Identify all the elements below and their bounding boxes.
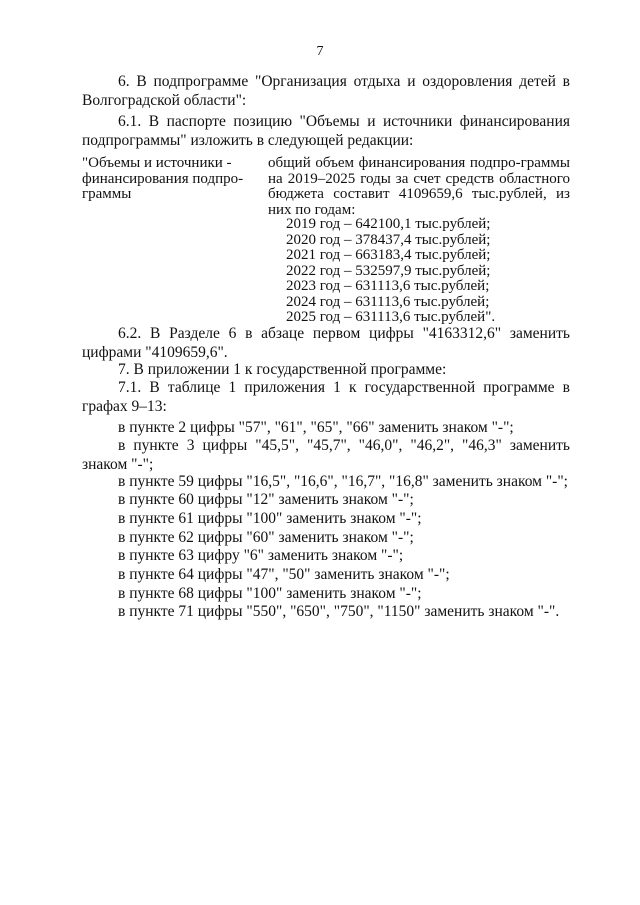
amendment-line: в пункте 62 цифры "60" заменить знаком "-"; — [118, 529, 414, 546]
funding-year-2023: 2023 год – 631113,6 тыс.рублей; — [286, 278, 490, 294]
item-6-1: 6.1. В паспорте позицию "Объемы и источники финансирования подпрограммы" изложить в следующей редакции: — [82, 113, 570, 149]
funding-year-2022: 2022 год – 532597,9 тыс.рублей; — [286, 262, 491, 279]
amendment-line: в пункте 59 цифры "16,5", "16,6", "16,7", "16,8" заменить знаком "-"; — [118, 473, 568, 490]
page-number: 7 — [316, 44, 324, 59]
amendment-line: в пункте 3 цифры "45,5", "45,7", "46,0", "46,2", "46,3" заменить знаком "-"; — [82, 437, 570, 473]
funding-year-2021: 2021 год – 663183,4 тыс.рублей; — [286, 247, 491, 263]
amendment-line: в пункте 60 цифры "12" заменить знаком "-"; — [118, 491, 414, 508]
item-7-1: 7.1. В таблице 1 приложения 1 к государственной программе в графах 9–13: — [82, 379, 570, 415]
passport-value: общий объем финансирования подпро-граммы на 2019–2025 годы за счет средств областного бюджета составит 4109659,6 тыс.рублей, из них по годам: — [268, 155, 570, 218]
item-6-2: 6.2. В Разделе 6 в абзаце первом цифры "4163312,6" заменить цифрами "4109659,6". — [82, 325, 570, 361]
section-7-intro: 7. В приложении 1 к государственной программе: — [118, 361, 447, 378]
section-6-intro: 6. В подпрограмме "Организация отдыха и оздоровления детей в Волгоградской области": — [82, 73, 570, 109]
amendment-line: в пункте 2 цифры "57", "61", "65", "66" заменить знаком "-"; — [118, 419, 514, 436]
amendment-line: в пункте 63 цифру "6" заменить знаком "-"; — [118, 547, 404, 564]
funding-year-2025: 2025 год – 631113,6 тыс.рублей". — [286, 309, 496, 325]
amendment-line: в пункте 61 цифры "100" заменить знаком "-"; — [118, 510, 422, 527]
funding-by-year — [286, 217, 495, 326]
funding-year-2024: 2024 год – 631113,6 тыс.рублей; — [286, 293, 490, 310]
passport-label: "Объемы и источники - финансирования подпро-граммы — [82, 155, 244, 202]
amendment-line: в пункте 64 цифры "47", "50" заменить знаком "-"; — [118, 566, 450, 583]
funding-year-2019: 2019 год – 642100,1 тыс.рублей; — [286, 216, 491, 232]
funding-year-2020: 2020 год – 378437,4 тыс.рублей; — [286, 231, 491, 248]
amendment-line: в пункте 68 цифры "100" заменить знаком "-"; — [118, 585, 422, 602]
amendment-line: в пункте 71 цифры "550", "650", "750", "1150" заменить знаком "-". — [118, 603, 560, 620]
